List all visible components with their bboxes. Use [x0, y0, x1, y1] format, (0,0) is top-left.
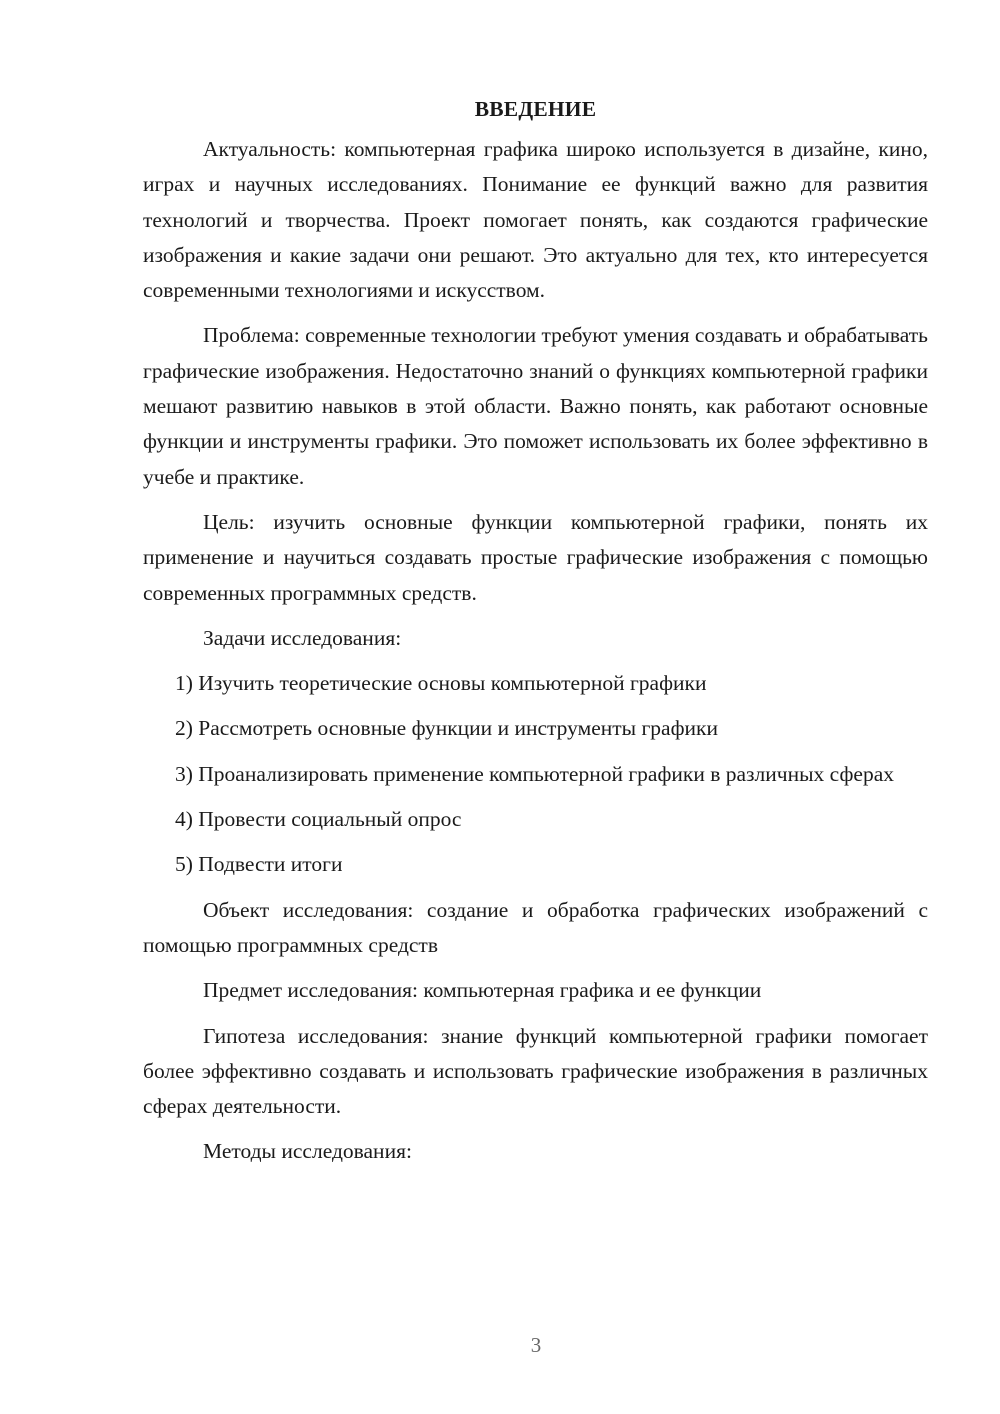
- page-title: ВВЕДЕНИЕ: [474, 97, 597, 121]
- relevance-paragraph: Актуальность: компьютерная графика широко используется в дизайне, кино, играх и научных исследованиях. Понимание ее функций важно для развития технологий и творчества. Проект помогает понять, как создаются графические изображения и какие задачи они решают. Это актуально для тех, кто интересуется современными технологиями и искусством.: [143, 137, 928, 303]
- task-item-3: 3) Проанализировать применение компьютерной графики в различных сферах: [175, 761, 894, 786]
- goal-paragraph: Цель: изучить основные функции компьютерной графики, понять их применение и научиться создавать простые графические изображения с помощью современных программных средств.: [143, 509, 928, 605]
- problem-paragraph: Проблема: современные технологии требуют умения создавать и обрабатывать графические изображения. Недостаточно знаний о функциях компьютерной графики мешают развитию навыков в этой области. Важно понять, как работают основные функции и инструменты графики. Это поможет использовать их более эффективно в учебе и практике.: [143, 323, 928, 489]
- methods-heading: Методы исследования:: [203, 1139, 412, 1164]
- page-number: 3: [530, 1333, 542, 1357]
- task-item-4: 4) Провести социальный опрос: [175, 807, 462, 832]
- document-page: [143, 92, 928, 1180]
- task-item-1: 1) Изучить теоретические основы компьютерной графики: [175, 671, 707, 696]
- task-item-5: 5) Подвести итоги: [175, 852, 343, 877]
- object-paragraph: Объект исследования: создание и обработка графических изображений с помощью программных средств: [143, 897, 928, 957]
- tasks-heading: Задачи исследования:: [203, 625, 402, 650]
- hypothesis-paragraph: Гипотеза исследования: знание функций компьютерной графики помогает более эффективно создавать и использовать графические изображения в различных сферах деятельности.: [143, 1023, 928, 1119]
- task-item-2: 2) Рассмотреть основные функции и инструменты графики: [175, 716, 718, 741]
- subject-paragraph: Предмет исследования: компьютерная графика и ее функции: [203, 978, 762, 1003]
